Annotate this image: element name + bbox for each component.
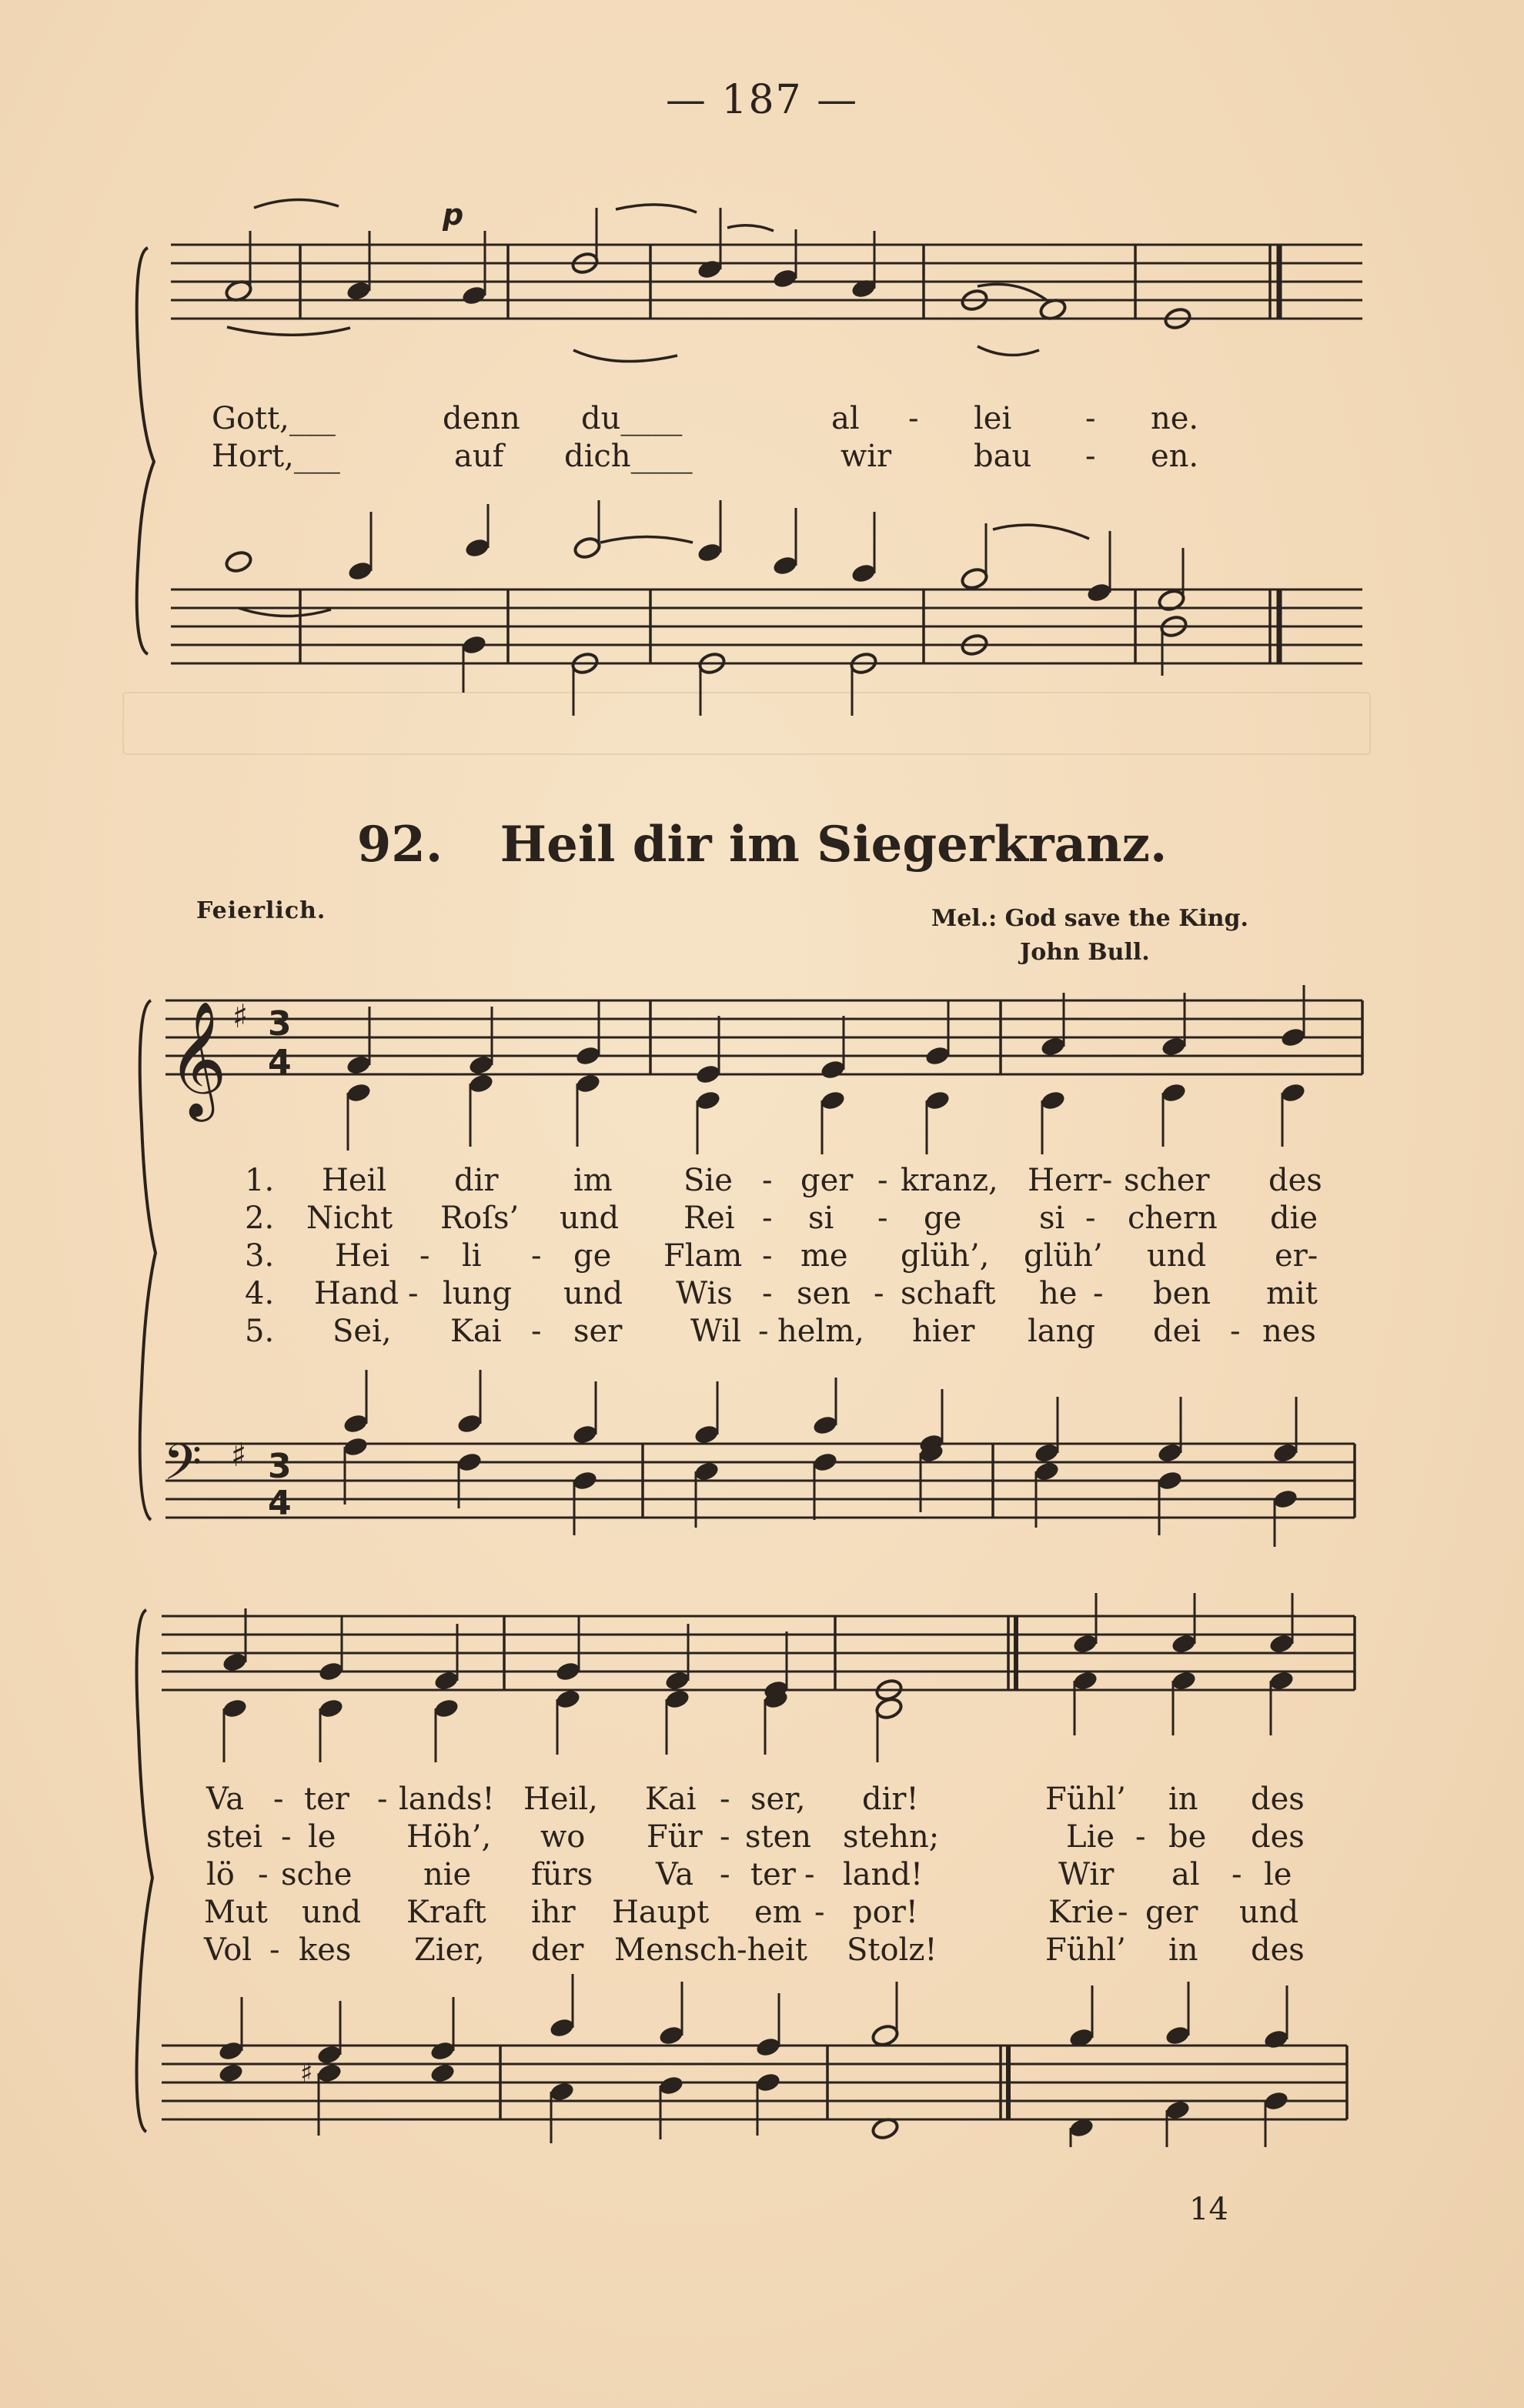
lyric-syllable: in: [1168, 1932, 1198, 1968]
verse-lyrics-system-1: [0, 1162, 1524, 1351]
lyric-syllable: des: [1251, 1782, 1305, 1817]
lyric-syllable: -: [877, 1163, 888, 1198]
lyric-syllable: Hand: [314, 1276, 399, 1311]
lyric-syllable: der: [531, 1932, 584, 1968]
lyric-syllable: Höh’,: [406, 1819, 492, 1855]
lyric-line: [0, 438, 1524, 476]
lyric-syllable: Heil: [322, 1163, 387, 1198]
lyric-syllable: -: [377, 1782, 388, 1817]
lyric-syllable: Kai: [450, 1314, 502, 1349]
lyric-syllable: en.: [1151, 439, 1199, 474]
lyric-syllable: stehn;: [843, 1819, 940, 1855]
lyric-line-verse-3: [0, 1856, 1524, 1894]
bass-notes: [217, 1974, 1289, 2147]
lyric-syllable: -: [908, 401, 919, 436]
lyric-syllable: schaft: [901, 1276, 996, 1311]
lyric-syllable: und: [302, 1895, 362, 1930]
lyric-syllable: Gott,___: [212, 401, 336, 436]
lyric-syllable: em: [754, 1895, 802, 1930]
lyric-syllable: -: [1135, 1819, 1146, 1855]
lyric-syllable: lands!: [399, 1782, 495, 1817]
lyric-syllable: auf: [454, 439, 504, 474]
lyric-syllable: Lie: [1066, 1819, 1115, 1855]
lyric-syllable: Wil: [690, 1314, 741, 1349]
lyric-line-verse-4: [0, 1275, 1524, 1313]
treble-notes: [221, 1593, 1295, 1762]
page-number: — 187 —: [665, 77, 859, 123]
lyric-syllable: Sei,: [333, 1314, 392, 1349]
lyric-syllable: Rei: [683, 1201, 735, 1236]
lyric-syllable: si: [1039, 1201, 1065, 1236]
lyric-syllable: Flam: [663, 1238, 743, 1274]
lyric-syllable: -: [258, 1857, 269, 1892]
lyric-syllable: fürs: [531, 1857, 593, 1892]
verse-lyrics-system-2: [0, 1781, 1524, 1969]
verse-number: 2.: [245, 1201, 275, 1236]
lyric-syllable: al: [1171, 1857, 1200, 1892]
treble-clef-icon: 𝄞: [168, 1000, 227, 1117]
lyric-syllable: -: [814, 1895, 825, 1930]
lyric-syllable: er-: [1275, 1238, 1318, 1274]
lyric-syllable: Roſs’: [440, 1201, 520, 1236]
lyric-syllable: ge: [924, 1201, 962, 1236]
lyric-syllable: -: [531, 1314, 542, 1349]
lyric-line-verse-2: [0, 1819, 1524, 1856]
lyric-syllable: dir!: [862, 1782, 919, 1817]
continuation-score: [0, 0, 1524, 770]
lyric-syllable: und: [560, 1201, 620, 1236]
lyric-syllable: Für: [647, 1819, 703, 1855]
lyric-syllable: Krie: [1048, 1895, 1115, 1930]
lyric-syllable: -: [762, 1238, 773, 1274]
verse-number: 5.: [245, 1314, 275, 1349]
bass-clef-icon: 𝄢: [163, 1434, 202, 1504]
lyric-syllable: le: [308, 1819, 336, 1855]
lyric-syllable: glüh’,: [901, 1238, 990, 1274]
lyric-syllable: le: [1264, 1857, 1292, 1892]
lyric-line-verse-1: [0, 1162, 1524, 1200]
lyric-syllable: in: [1168, 1782, 1198, 1817]
lyric-syllable: lei: [974, 401, 1012, 436]
lyric-syllable: du____: [581, 401, 683, 436]
lyric-syllable: kranz,: [901, 1163, 998, 1198]
lyric-syllable: Stolz!: [847, 1932, 937, 1968]
lyric-syllable: Sie: [683, 1163, 733, 1198]
lyric-syllable: li: [462, 1238, 482, 1274]
lyric-syllable: Hort,___: [212, 439, 340, 474]
lyric-syllable: und: [1147, 1238, 1207, 1274]
lyric-syllable: und: [1239, 1895, 1299, 1930]
lyric-syllable: lang: [1028, 1314, 1096, 1349]
composer-name: John Bull.: [1020, 939, 1150, 966]
melody-attribution: [931, 902, 1248, 970]
lyric-syllable: -: [720, 1857, 730, 1892]
lyric-syllable: ihr: [531, 1895, 576, 1930]
tempo-marking: Feierlich.: [196, 897, 326, 924]
lyric-syllable: und: [563, 1276, 623, 1311]
bass-staff: [162, 2046, 1347, 2119]
lyric-line-verse-5: [0, 1313, 1524, 1351]
lyric-syllable: Haupt: [612, 1895, 710, 1930]
dynamic-piano-mark: p: [443, 198, 464, 232]
lyric-syllable: -: [273, 1782, 284, 1817]
lyric-syllable: sche: [281, 1857, 353, 1892]
verse-number: 1.: [245, 1163, 275, 1198]
lyric-syllable: dei: [1153, 1314, 1201, 1349]
bass-notes: [342, 1370, 1298, 1547]
lyric-syllable: wo: [540, 1819, 586, 1855]
lyric-syllable: -: [1085, 1201, 1096, 1236]
lyric-syllable: Mut: [204, 1895, 268, 1930]
lyric-syllable: kes: [299, 1932, 352, 1968]
lyric-line-verse-1: [0, 1781, 1524, 1819]
lyric-syllable: ser: [573, 1314, 623, 1349]
lyric-syllable: be: [1168, 1819, 1207, 1855]
lyric-syllable: -: [874, 1276, 884, 1311]
bass-staff: [165, 1444, 1355, 1518]
lyric-syllable: -: [804, 1857, 815, 1892]
lyric-syllable: Fühl’: [1045, 1932, 1126, 1968]
lyric-syllable: stei: [206, 1819, 263, 1855]
lyric-syllable: Kai: [645, 1782, 697, 1817]
lyric-syllable: lung: [443, 1276, 512, 1311]
barlines: [500, 2046, 1347, 2119]
lyric-syllable: al: [831, 401, 860, 436]
lyric-syllable: chern: [1128, 1201, 1218, 1236]
lyric-syllable: ter: [750, 1857, 796, 1892]
lyric-syllable: die: [1270, 1201, 1318, 1236]
verse-number: 4.: [245, 1276, 275, 1311]
lyric-syllable: -: [531, 1238, 542, 1274]
lyric-syllable: -: [1232, 1857, 1242, 1892]
lyric-syllable: ge: [573, 1238, 612, 1274]
lyric-syllable: -: [419, 1238, 430, 1274]
lyric-syllable: -: [720, 1819, 730, 1855]
lyric-syllable: Hei: [335, 1238, 390, 1274]
lyric-syllable: wir: [841, 439, 892, 474]
lyric-syllable: hier: [912, 1314, 975, 1349]
barlines: [504, 1616, 1355, 1690]
lyric-syllable: Zier,: [414, 1932, 485, 1968]
hymn-heading: [0, 816, 1524, 873]
lyric-syllable: scher: [1124, 1163, 1210, 1198]
lyric-syllable: ter: [304, 1782, 349, 1817]
lyric-syllable: Va: [656, 1857, 694, 1892]
lyric-syllable: mit: [1266, 1276, 1318, 1311]
lyric-syllable: -: [1093, 1276, 1104, 1311]
time-signature-top: 3: [268, 1447, 292, 1486]
lyric-syllable: Va: [206, 1782, 245, 1817]
time-signature-top: 3: [268, 1004, 292, 1044]
lyric-syllable: Nicht: [306, 1201, 393, 1236]
lyric-syllable: ne.: [1151, 401, 1199, 436]
treble-staff: [162, 1616, 1355, 1690]
lyric-syllable: Mensch-heit: [614, 1932, 807, 1968]
lyric-syllable: bau: [974, 439, 1032, 474]
lyric-syllable: ben: [1153, 1276, 1212, 1311]
lyric-syllable: denn: [443, 401, 520, 436]
hymn-title: Heil dir im Siegerkranz.: [500, 816, 1168, 873]
continuation-lyrics: [0, 400, 1524, 476]
lyric-syllable: -: [720, 1782, 730, 1817]
lyric-syllable: ser,: [750, 1782, 806, 1817]
lyric-syllable: dir: [454, 1163, 499, 1198]
lyric-line-verse-2: [0, 1200, 1524, 1237]
treble-notes: [345, 985, 1306, 1154]
signature-mark: 14: [1189, 2192, 1228, 2227]
lyric-syllable: me: [800, 1238, 848, 1274]
sharp-accidental-icon: ♯: [300, 2058, 313, 2089]
lyric-syllable: Herr-: [1028, 1163, 1113, 1198]
lyric-syllable: Heil,: [523, 1782, 598, 1817]
lyric-line: [0, 400, 1524, 438]
lyric-syllable: dich____: [564, 439, 693, 474]
lyric-syllable: Vol: [204, 1932, 252, 1968]
melody-name: Mel.: God save the King.: [931, 905, 1248, 932]
lyric-syllable: des: [1251, 1819, 1305, 1855]
key-signature-sharp-icon: ♯: [232, 997, 249, 1035]
lyric-syllable: -: [1118, 1895, 1128, 1930]
time-signature-bottom: 4: [268, 1043, 292, 1082]
key-signature-sharp-icon: ♯: [231, 1436, 247, 1474]
lyric-syllable: nes: [1262, 1314, 1316, 1349]
lyric-line-verse-4: [0, 1894, 1524, 1932]
lyric-syllable: -: [1085, 439, 1096, 474]
lyric-syllable: -: [762, 1201, 773, 1236]
lyric-syllable: lö: [206, 1857, 235, 1892]
lyric-syllable: Fühl’: [1045, 1782, 1126, 1817]
lyric-syllable: sen: [797, 1276, 851, 1311]
lyric-syllable: -: [762, 1163, 773, 1198]
lyric-syllable: sten: [745, 1819, 812, 1855]
time-signature-bottom: 4: [268, 1484, 292, 1523]
lyric-syllable: -: [762, 1276, 773, 1311]
lyric-syllable: des: [1268, 1163, 1322, 1198]
treble-notes: [224, 198, 1192, 362]
lyric-line-verse-3: [0, 1237, 1524, 1275]
lyric-syllable: helm,: [777, 1314, 864, 1349]
lyric-syllable: Wir: [1058, 1857, 1115, 1892]
hymn-number: 92.: [356, 816, 443, 873]
lyric-syllable: -: [758, 1314, 769, 1349]
lyric-syllable: Kraft: [406, 1895, 486, 1930]
verse-number: 3.: [245, 1238, 275, 1274]
lyric-syllable: por!: [853, 1895, 918, 1930]
lyric-syllable: des: [1251, 1932, 1305, 1968]
lyric-syllable: -: [1230, 1314, 1241, 1349]
lyric-syllable: he: [1039, 1276, 1078, 1311]
lyric-syllable: ger: [1145, 1895, 1198, 1930]
lyric-syllable: nie: [423, 1857, 472, 1892]
treble-staff: [171, 245, 1362, 319]
lyric-syllable: -: [269, 1932, 280, 1968]
lyric-syllable: im: [573, 1163, 613, 1198]
lyric-syllable: -: [408, 1276, 419, 1311]
lyric-line-verse-5: [0, 1932, 1524, 1969]
lyric-syllable: Wis: [676, 1276, 733, 1311]
lyric-syllable: si: [808, 1201, 834, 1236]
barlines: [643, 1444, 1355, 1518]
lyric-syllable: land!: [843, 1857, 924, 1892]
lyric-syllable: -: [281, 1819, 292, 1855]
lyric-syllable: -: [877, 1201, 888, 1236]
treble-staff: [165, 1000, 1362, 1074]
barlines: [650, 1000, 1362, 1074]
lyric-syllable: glüh’: [1024, 1238, 1103, 1274]
lyric-syllable: ger: [800, 1163, 854, 1198]
lyric-syllable: -: [1085, 401, 1096, 436]
